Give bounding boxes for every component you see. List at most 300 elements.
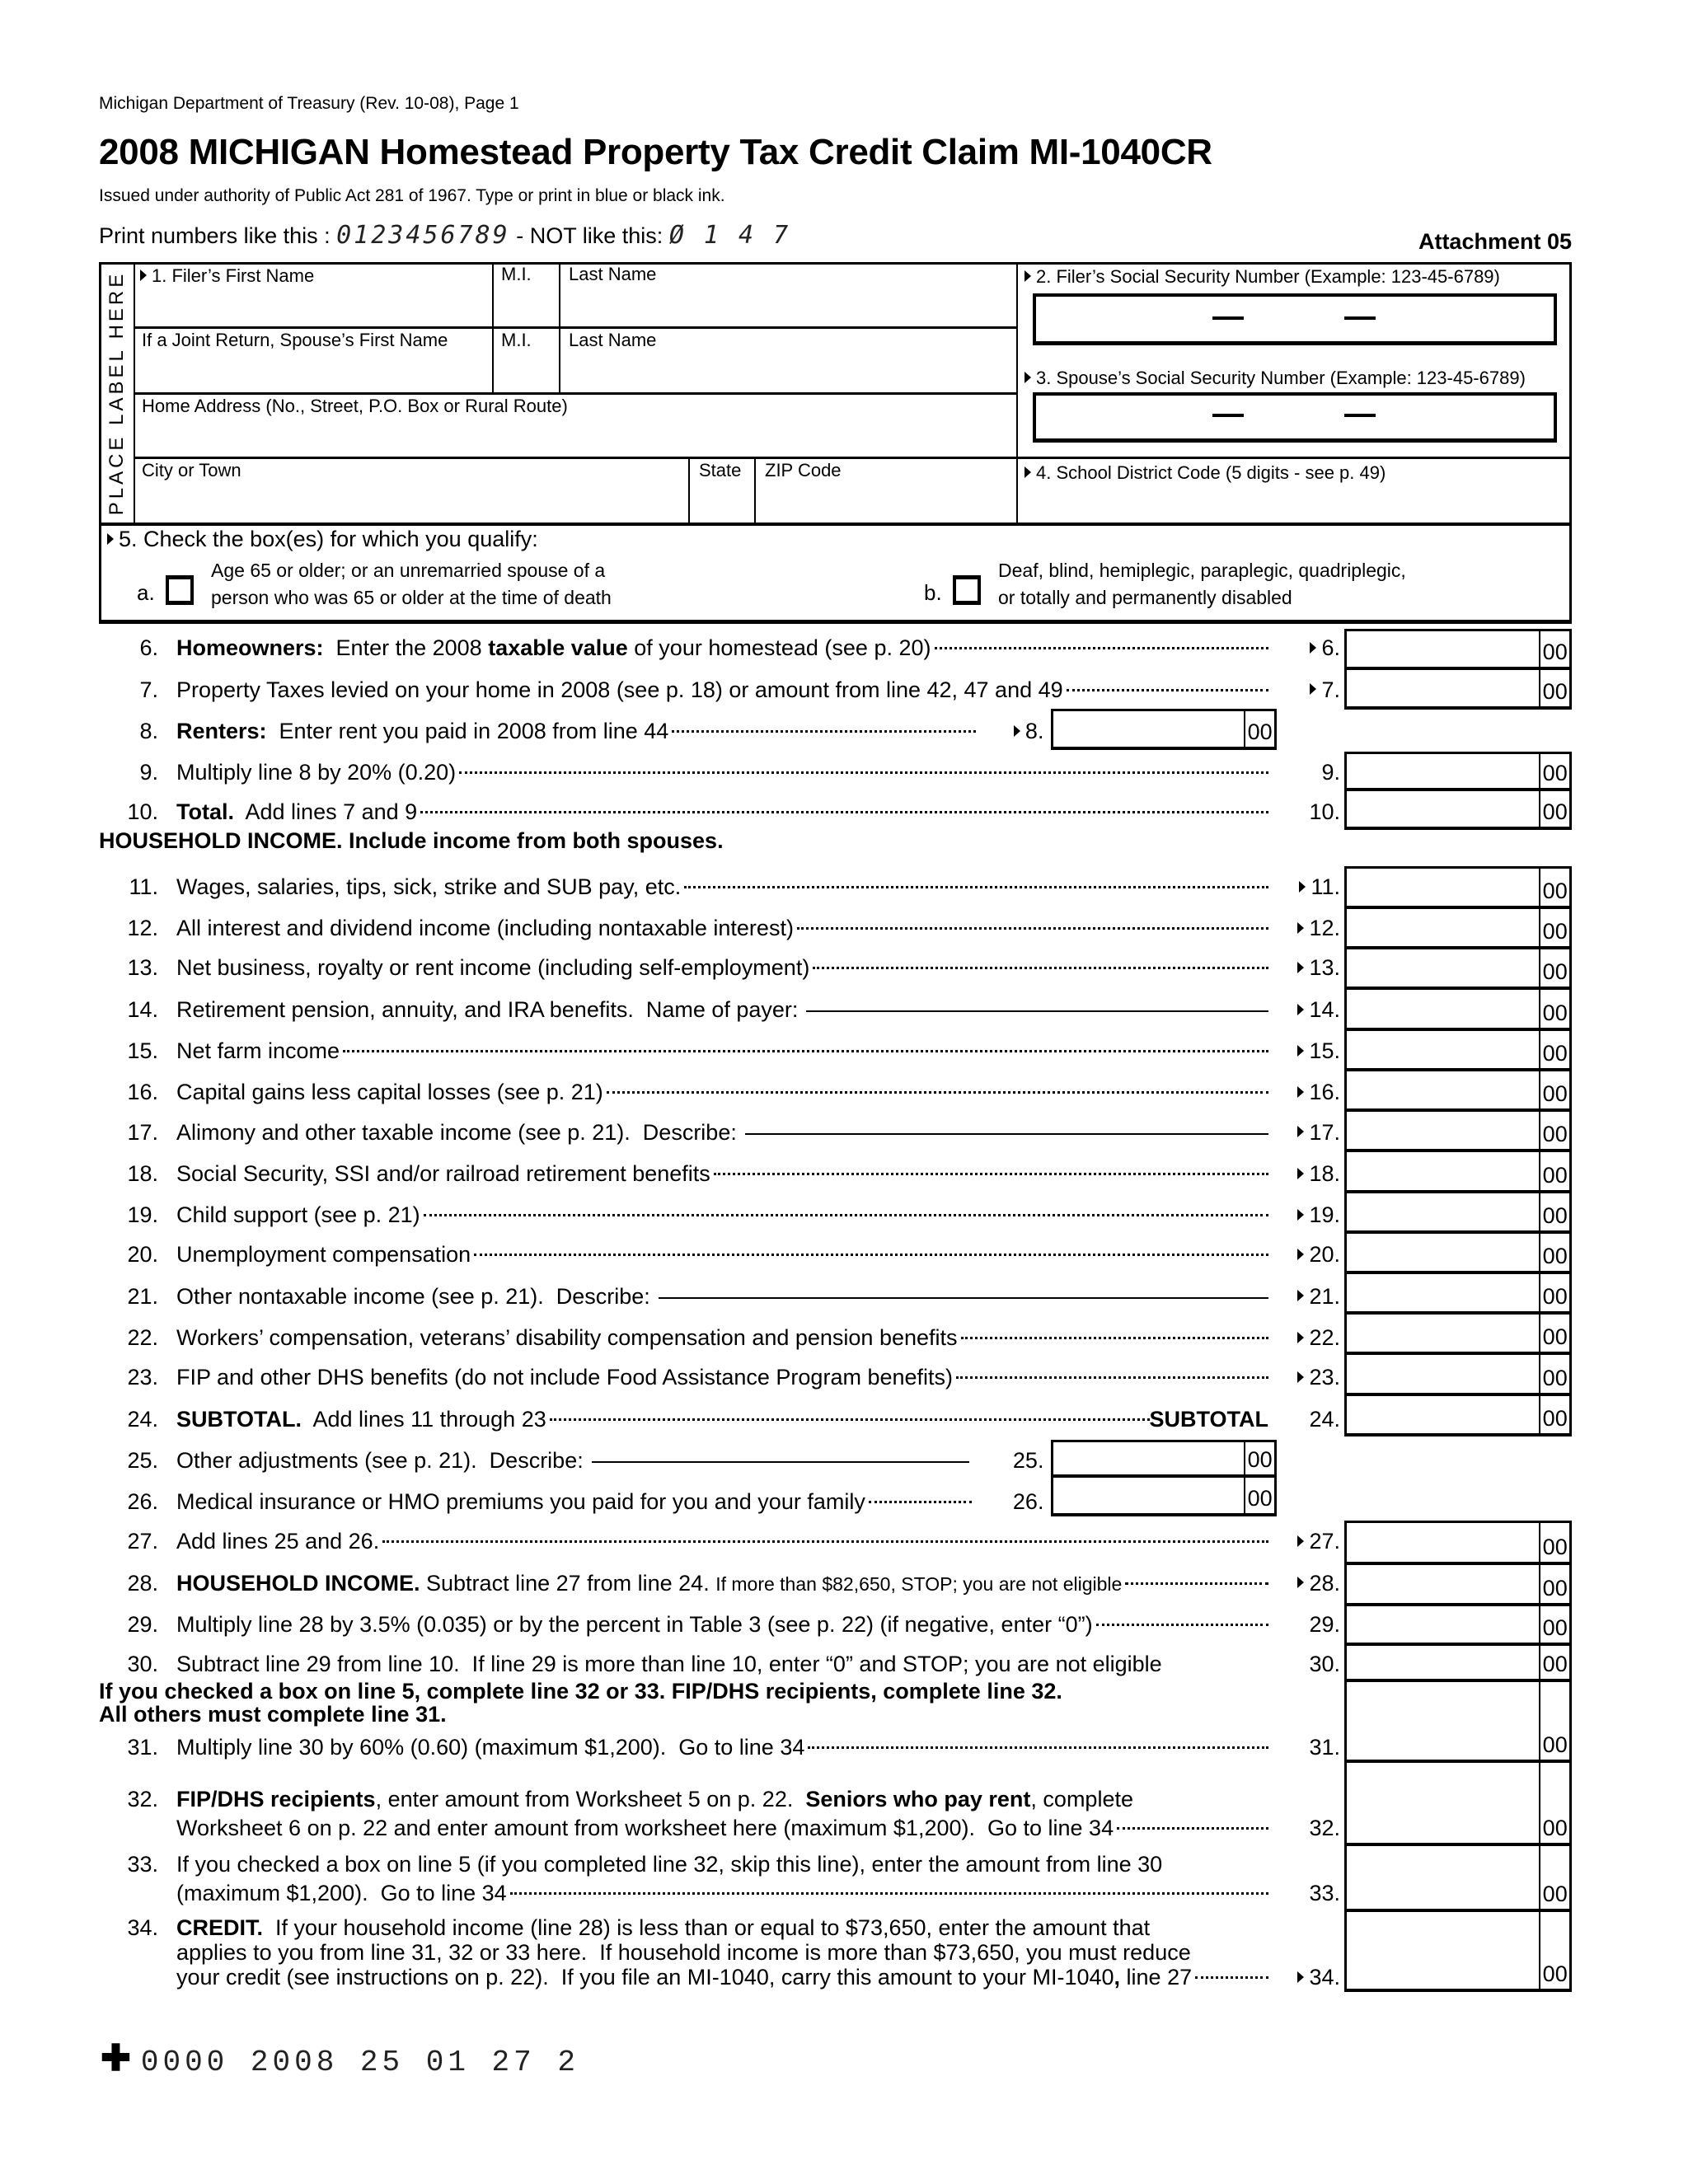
cents-field: 00	[1539, 1274, 1569, 1311]
line-reference	[1250, 631, 1340, 664]
line-reference	[1250, 673, 1340, 706]
line-reference	[1250, 1961, 1340, 1994]
dot-leader	[961, 1337, 1268, 1339]
dot-leader	[459, 771, 1268, 774]
line-description	[176, 673, 1268, 706]
arrow-icon	[1297, 1577, 1304, 1588]
dot-leader	[672, 730, 976, 733]
line-text: CREDIT.	[176, 1915, 264, 1940]
line-description	[176, 1403, 1268, 1436]
cents-field: 00	[1539, 1355, 1569, 1392]
line-text: Wages, salaries, tips, sick, strike and SUB pay, etc.	[176, 874, 682, 899]
filer-mi-field[interactable]: M.I.	[501, 264, 532, 284]
state-field[interactable]: State	[699, 460, 742, 480]
line-text: Workers’ compensation, veterans’ disability compensation and pension benefits	[176, 1324, 958, 1350]
not-like-label: - NOT like this:	[516, 223, 663, 248]
city-field[interactable]: City or Town	[142, 460, 241, 480]
line-text: Net business, royalty or rent income (including self-employment)	[176, 955, 810, 981]
line-description	[176, 1321, 1268, 1354]
amount-input[interactable]	[1344, 1150, 1572, 1193]
amount-input[interactable]	[1344, 1069, 1572, 1112]
arrow-icon	[1297, 1249, 1304, 1260]
spouse-ssn-text: 3. Spouse’s Social Security Number (Example: 123-45-6789)	[1036, 368, 1526, 388]
line-reference	[1250, 1116, 1340, 1149]
amount-input[interactable]	[1344, 987, 1572, 1030]
option-a-letter: a.	[137, 580, 155, 605]
amount-input[interactable]	[1344, 1760, 1572, 1845]
print-like-label: Print numbers like this :	[99, 223, 331, 248]
dot-leader	[550, 1418, 1150, 1421]
line-reference-number: 6.	[1321, 635, 1340, 661]
cents-field: 00	[1539, 1396, 1569, 1433]
dash-separator	[1344, 316, 1376, 320]
amount-input[interactable]	[1051, 1440, 1277, 1478]
amount-input[interactable]	[1344, 947, 1572, 990]
line-reference-number: 31.	[1309, 1734, 1340, 1760]
dot-leader	[382, 1540, 1268, 1543]
line-reference-number: 32.	[1309, 1816, 1340, 1841]
dash-separator	[1212, 414, 1244, 417]
cents-field: 00	[1539, 1234, 1569, 1271]
line-description	[176, 951, 1268, 984]
qualify-prompt	[107, 526, 538, 553]
line-text: taxable value	[488, 635, 628, 661]
arrow-icon	[1297, 922, 1304, 934]
line-reference-number: 22.	[1309, 1324, 1340, 1350]
plus-icon: ✚	[101, 2038, 131, 2079]
filer-last-name-field[interactable]: Last Name	[569, 264, 657, 284]
spouse-last-name-field[interactable]: Last Name	[569, 330, 657, 350]
line-text: Net farm income	[176, 1038, 340, 1063]
cents-field: 00	[1244, 711, 1274, 747]
line-description	[176, 1811, 1268, 1844]
line-number: 31.	[127, 1734, 158, 1760]
line-text: Multiply line 8 by 20% (0.20)	[176, 759, 457, 785]
filer-ssn-input[interactable]	[1033, 293, 1557, 345]
line-reference	[1250, 1647, 1340, 1680]
cents-field: 00	[1539, 1523, 1569, 1561]
amount-input[interactable]	[1344, 1604, 1572, 1647]
line-description	[176, 1238, 1268, 1271]
line-text: , enter amount from Worksheet 5 on p. 22.	[375, 1787, 806, 1812]
cents-field: 00	[1539, 1646, 1569, 1678]
dot-leader	[797, 927, 1268, 930]
line-description	[176, 1608, 1268, 1641]
dot-leader	[343, 1050, 1268, 1052]
line-text: If more than $82,650, STOP; you are not eligible	[715, 1572, 1123, 1595]
line-reference-number: 28.	[1309, 1570, 1340, 1596]
line-text: If your household income (line 28) is less than or equal to $73,650, enter the amount that	[263, 1915, 1151, 1940]
line-number: 29.	[127, 1611, 158, 1637]
dot-leader	[935, 647, 1269, 649]
line-reference	[953, 1444, 1043, 1477]
line-number: 30.	[127, 1652, 158, 1677]
line-text: Capital gains less capital losses (see p. 21)	[176, 1080, 603, 1105]
arrow-icon	[1297, 1535, 1304, 1547]
amount-input[interactable]	[1344, 1394, 1572, 1436]
line-description	[176, 1198, 1268, 1231]
dot-leader	[1125, 1582, 1268, 1585]
amount-input[interactable]	[1344, 668, 1572, 710]
line-reference	[1250, 1525, 1340, 1558]
line-reference	[1250, 1731, 1340, 1764]
place-label-text: PLACE LABEL HERE	[106, 270, 128, 516]
line-description	[176, 993, 1268, 1026]
amount-input[interactable]	[1344, 1680, 1572, 1764]
form-line	[0, 1485, 1688, 1518]
spouse-first-name-field[interactable]: If a Joint Return, Spouse’s First Name	[142, 330, 448, 350]
line-description	[176, 1783, 1268, 1816]
describe-input[interactable]	[745, 1133, 1268, 1135]
line-number: 28.	[127, 1570, 158, 1596]
line-reference-number: 14.	[1309, 996, 1340, 1022]
amount-input[interactable]	[1051, 1475, 1277, 1516]
line-text: of your homestead (see p. 20)	[627, 635, 931, 661]
line-description	[176, 1361, 1268, 1394]
line-number: 18.	[127, 1160, 158, 1186]
cents-field: 00	[1539, 869, 1569, 906]
cents-field: 00	[1539, 990, 1569, 1027]
option-b-letter: b.	[924, 580, 942, 605]
line-reference	[1250, 1238, 1340, 1271]
line-text: Seniors who pay rent	[805, 1787, 1031, 1812]
line-text: Multiply line 28 by 3.5% (0.035) or by the percent in Table 3 (see p. 22) (if negative, enter “0”)	[176, 1611, 1093, 1637]
line-reference-number: 23.	[1309, 1365, 1340, 1390]
zip-code-field[interactable]: ZIP Code	[765, 460, 842, 480]
cents-field: 00	[1539, 754, 1569, 788]
line-text: your credit (see instructions on p. 22). If you file an MI-1040, carry this amount to your MI-1040	[176, 1965, 1114, 1990]
line-description	[176, 1076, 1268, 1108]
bad-digits: Ø 1 4 7	[668, 221, 791, 250]
cents-field: 00	[1539, 791, 1569, 827]
line-description	[176, 1444, 969, 1477]
line-reference	[1250, 1567, 1340, 1600]
line-description	[176, 1525, 1268, 1558]
line-reference-number: 30.	[1309, 1652, 1340, 1677]
line-reference	[1250, 1198, 1340, 1231]
line-number: 34.	[127, 1915, 158, 1940]
amount-input[interactable]	[1344, 1109, 1572, 1152]
dot-leader	[956, 1376, 1268, 1379]
amount-input[interactable]	[1344, 907, 1572, 949]
arrow-icon	[1310, 642, 1316, 654]
line-reference	[1250, 870, 1340, 903]
cents-field: 00	[1244, 1442, 1274, 1474]
line-reference-number: 17.	[1309, 1119, 1340, 1145]
arrow-icon	[107, 533, 114, 545]
arrow-icon	[1297, 1004, 1304, 1015]
amount-input[interactable]	[1344, 629, 1572, 670]
line-number: 26.	[127, 1488, 158, 1514]
scan-code-text: 0000 2008 25 01 27 2	[140, 2046, 579, 2079]
arrow-icon	[1297, 1086, 1304, 1098]
divider	[559, 262, 560, 393]
amount-input[interactable]	[1344, 1643, 1572, 1681]
amount-input[interactable]	[1344, 1231, 1572, 1274]
form-revision: Michigan Department of Treasury (Rev. 10-08), Page 1	[99, 94, 519, 113]
line-description	[176, 756, 1268, 789]
cents-field: 00	[1539, 909, 1569, 946]
line-reference-number: 29.	[1309, 1611, 1340, 1637]
dot-leader	[607, 1091, 1268, 1094]
line-reference	[953, 1485, 1043, 1518]
cents-field: 00	[1539, 949, 1569, 987]
line-number: 9.	[139, 759, 158, 785]
filer-ssn-text: 2. Filer’s Social Security Number (Example: 123-45-6789)	[1036, 266, 1500, 287]
divider	[754, 457, 756, 523]
line-reference-number: 16.	[1309, 1080, 1340, 1105]
line-text: (maximum $1,200). Go to line 34	[176, 1881, 507, 1906]
dot-leader	[1117, 1827, 1268, 1830]
line-number: 13.	[127, 955, 158, 981]
amount-input[interactable]	[1344, 1312, 1572, 1355]
filer-ssn-label	[1025, 266, 1500, 288]
arrow-icon	[1014, 725, 1020, 737]
line-text: Medical insurance or HMO premiums you paid for you and your family	[176, 1488, 865, 1514]
attachment-number: Attachment 05	[1418, 229, 1572, 254]
instructions-note-1: If you checked a box on line 5, complete line 32 or 33. FIP/DHS recipients, complete line 32.	[99, 1679, 1062, 1704]
line-text: All interest and dividend income (including nontaxable interest)	[176, 915, 794, 940]
arrow-icon	[1025, 270, 1031, 282]
line-text: Enter the 2008	[323, 635, 489, 661]
divider	[1016, 457, 1572, 459]
line-number: 33.	[127, 1851, 158, 1877]
line-reference	[1250, 795, 1340, 828]
line-reference	[1250, 951, 1340, 984]
page-title: 2008 MICHIGAN Homestead Property Tax Credit Claim MI-1040CR	[99, 132, 1212, 172]
line-description	[176, 1731, 1268, 1764]
arrow-icon	[140, 269, 147, 281]
cents-field: 00	[1539, 1846, 1569, 1909]
filer-first-name-field[interactable]	[140, 265, 314, 287]
line-reference-number: 25.	[1012, 1447, 1044, 1473]
line-description	[176, 715, 976, 748]
arrow-icon	[1297, 1971, 1304, 1983]
amount-input[interactable]	[1344, 1910, 1572, 1992]
line-description	[176, 870, 1268, 903]
line-reference	[1250, 1076, 1340, 1108]
line-text: Subtract line 27 from line 24.	[420, 1570, 716, 1596]
amount-input[interactable]	[1344, 1521, 1572, 1564]
line-text: HOUSEHOLD INCOME.	[176, 1570, 420, 1596]
line-text: Homeowners:	[176, 635, 324, 661]
line-text: Other nontaxable income (see p. 21). Describe:	[176, 1283, 650, 1309]
dot-leader	[474, 1254, 1268, 1256]
line-reference-number: 11.	[1311, 874, 1340, 899]
line-reference-number: 13.	[1309, 955, 1340, 981]
line-number: 23.	[127, 1365, 158, 1390]
arrow-icon	[1297, 1332, 1304, 1343]
line-number: 8.	[139, 718, 158, 743]
line-description	[176, 1848, 1268, 1881]
line-number: 19.	[127, 1202, 158, 1227]
line-text: ,	[1114, 1965, 1121, 1990]
line-reference	[1250, 1361, 1340, 1394]
option-a-line1: Age 65 or older; or an unremarried spouse of a	[211, 560, 606, 581]
arrow-icon	[1297, 962, 1304, 973]
divider	[134, 457, 1016, 459]
amount-input[interactable]	[1344, 789, 1572, 830]
arrow-icon	[1297, 1168, 1304, 1179]
line-reference	[1250, 1321, 1340, 1354]
spouse-ssn-label	[1025, 368, 1526, 389]
line-reference-number: 20.	[1309, 1242, 1340, 1268]
line-description	[176, 1877, 1268, 1910]
dot-leader	[420, 811, 1268, 813]
checkbox-disabled[interactable]	[953, 575, 981, 605]
describe-input[interactable]	[806, 1010, 1268, 1012]
amount-input[interactable]	[1344, 1563, 1572, 1606]
line-reference	[953, 715, 1043, 748]
line-reference	[1250, 1034, 1340, 1067]
school-district-label: 4. School District Code (5 digits - see p. 49)	[1036, 462, 1386, 483]
line-reference-number: 9.	[1321, 759, 1340, 785]
good-digits: 0123456789	[336, 221, 510, 250]
describe-input[interactable]	[592, 1461, 969, 1463]
divider	[688, 457, 690, 523]
line-number: 10.	[127, 799, 158, 825]
dot-leader	[808, 1746, 1268, 1749]
school-district-field[interactable]	[1025, 462, 1386, 484]
qualify-prompt-text: 5. Check the box(es) for which you qualify:	[119, 527, 538, 551]
line-text: Child support (see p. 21)	[176, 1202, 420, 1227]
line-text: Subtract line 29 from line 10. If line 29 is more than line 10, enter “0” and STOP; you are not eligible	[176, 1652, 1162, 1677]
amount-input[interactable]	[1344, 1191, 1572, 1234]
line-reference	[1250, 1157, 1340, 1190]
line-description	[176, 1116, 1268, 1149]
cents-field: 00	[1539, 1193, 1569, 1230]
line-reference	[1250, 1608, 1340, 1641]
line-number: 24.	[127, 1406, 158, 1432]
line-text: Add lines 7 and 9	[234, 799, 418, 825]
filer-first-name-label: 1. Filer’s First Name	[152, 265, 315, 286]
amount-input[interactable]	[1051, 709, 1277, 750]
line-description	[176, 1034, 1268, 1067]
line-text: Social Security, SSI and/or railroad retirement benefits	[176, 1160, 710, 1186]
arrow-icon	[1297, 1126, 1304, 1137]
arrow-icon	[1025, 372, 1031, 383]
line-description	[176, 1647, 1268, 1680]
line-description	[176, 631, 1268, 664]
print-numbers-guide	[99, 221, 790, 250]
cents-field: 00	[1539, 1606, 1569, 1643]
instructions-note-2: All others must complete line 31.	[99, 1702, 447, 1727]
line-reference-number: 21.	[1309, 1283, 1340, 1309]
line-reference	[1250, 993, 1340, 1026]
line-number: 17.	[127, 1119, 158, 1145]
divider	[134, 392, 1016, 395]
line-text: FIP and other DHS benefits (do not include Food Assistance Program benefits)	[176, 1365, 954, 1390]
checkbox-age-65[interactable]	[166, 575, 194, 605]
spouse-mi-field[interactable]: M.I.	[501, 330, 532, 350]
line-description	[176, 1961, 1268, 1994]
subtotal-label: SUBTOTAL	[1149, 1406, 1268, 1432]
line-reference-number: 12.	[1309, 915, 1340, 940]
cents-field: 00	[1539, 1112, 1569, 1149]
line-reference-number: 34.	[1309, 1965, 1340, 1990]
line-reference	[1250, 1403, 1340, 1436]
place-label-area	[102, 262, 132, 524]
cents-field: 00	[1539, 1071, 1569, 1108]
line-text: Alimony and other taxable income (see p. 21). Describe:	[176, 1119, 737, 1145]
line-reference-number: 7.	[1321, 677, 1340, 702]
household-income-heading: HOUSEHOLD INCOME. Include income from both spouses.	[99, 828, 724, 853]
line-reference-number: 15.	[1309, 1038, 1340, 1063]
cents-field: 00	[1539, 631, 1569, 667]
describe-input[interactable]	[659, 1297, 1268, 1299]
line-text: Multiply line 30 by 60% (0.60) (maximum $1,200). Go to line 34	[176, 1734, 805, 1760]
dash-separator	[1344, 414, 1376, 417]
line-number: 16.	[127, 1080, 158, 1105]
dot-leader	[714, 1173, 1268, 1175]
line-description	[176, 1280, 1268, 1313]
line-description	[176, 1157, 1268, 1190]
line-description	[176, 1485, 972, 1518]
divider	[1016, 262, 1018, 524]
amount-input[interactable]	[1344, 1352, 1572, 1395]
line-text: If you checked a box on line 5 (if you completed line 32, skip this line), enter the amount from line 30	[176, 1851, 1163, 1877]
cents-field: 00	[1539, 1912, 1569, 1989]
divider	[134, 326, 1016, 329]
line-text: Enter rent you paid in 2008 from line 44	[266, 718, 669, 743]
line-number: 14.	[127, 996, 158, 1022]
line-text: , complete	[1030, 1787, 1133, 1812]
line-reference-number: 26.	[1012, 1488, 1044, 1514]
scan-code	[101, 2037, 579, 2079]
divider	[492, 262, 494, 393]
dot-leader	[510, 1892, 1268, 1895]
cents-field: 00	[1539, 1565, 1569, 1603]
arrow-icon	[1297, 1290, 1304, 1301]
amount-input[interactable]	[1344, 1844, 1572, 1912]
line-reference-number: 24.	[1309, 1406, 1340, 1432]
line-text: FIP/DHS recipients	[176, 1787, 376, 1812]
cents-field: 00	[1539, 1763, 1569, 1842]
line-number: 32.	[127, 1787, 158, 1812]
amount-input[interactable]	[1344, 1272, 1572, 1315]
issued-note: Issued under authority of Public Act 281 of 1967. Type or print in blue or black ink.	[99, 186, 725, 205]
line-reference-number: 10.	[1309, 799, 1340, 825]
arrow-icon	[1310, 683, 1316, 695]
cents-field: 00	[1539, 1031, 1569, 1068]
home-address-field[interactable]: Home Address (No., Street, P.O. Box or Rural Route)	[142, 396, 568, 416]
cents-field: 00	[1539, 1682, 1569, 1760]
amount-input[interactable]	[1344, 752, 1572, 791]
form-line	[0, 1444, 1688, 1477]
arrow-icon	[1297, 1371, 1304, 1383]
spouse-ssn-input[interactable]	[1033, 392, 1557, 443]
line-reference-number: 19.	[1309, 1202, 1340, 1227]
amount-input[interactable]	[1344, 866, 1572, 909]
dash-separator	[1212, 316, 1244, 320]
amount-input[interactable]	[1344, 1029, 1572, 1071]
form-line	[0, 715, 1688, 748]
line-text: line 27	[1120, 1965, 1193, 1990]
cents-field: 00	[1539, 670, 1569, 707]
line-number: 11.	[129, 874, 158, 899]
line-text: Total.	[176, 799, 234, 825]
line-text: Other adjustments (see p. 21). Describe:	[176, 1447, 584, 1473]
dot-leader	[684, 886, 1268, 888]
cents-field: 00	[1244, 1478, 1274, 1513]
dot-leader	[1067, 689, 1268, 691]
line-reference	[1250, 912, 1340, 944]
line-text: applies to you from line 31, 32 or 33 here. If household income is more than $73,650, you must reduce	[176, 1939, 1191, 1965]
line-text: Add lines 11 through 23	[302, 1406, 546, 1432]
line-reference	[1250, 1877, 1340, 1910]
line-description	[176, 1567, 1268, 1601]
arrow-icon	[1025, 466, 1031, 478]
